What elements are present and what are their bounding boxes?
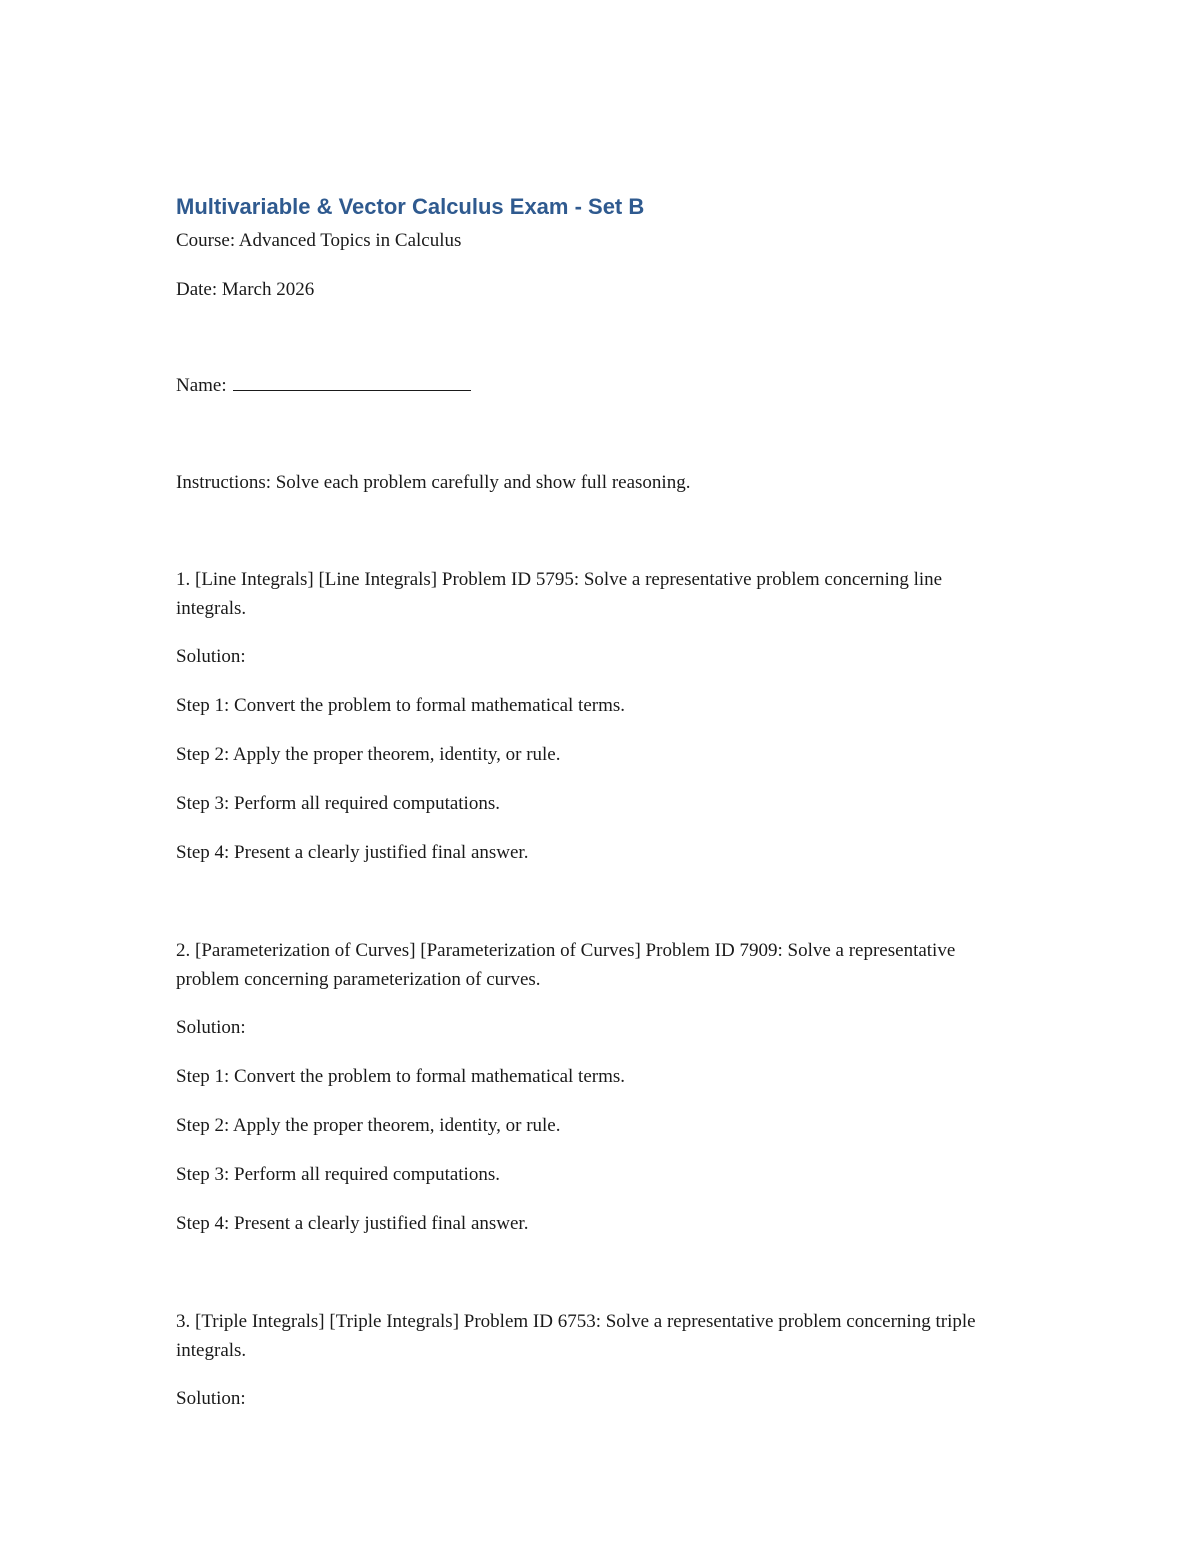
- name-label: Name:: [176, 375, 227, 396]
- solution-label: Solution:: [176, 646, 246, 667]
- problem-2: [176, 936, 996, 1238]
- exam-title: Multivariable & Vector Calculus Exam - Set B: [176, 194, 645, 219]
- name-row: [176, 371, 996, 400]
- solution-step: Step 4: Present a clearly justified final answer.: [176, 1213, 529, 1234]
- course-line: Course: Advanced Topics in Calculus: [176, 230, 462, 251]
- name-blank-line: [233, 372, 471, 391]
- instructions: Instructions: Solve each problem carefully and show full reasoning.: [176, 472, 691, 493]
- problem-3: [176, 1307, 996, 1413]
- solution-label: Solution:: [176, 1388, 246, 1409]
- solution-step: Step 1: Convert the problem to formal mathematical terms.: [176, 695, 626, 716]
- problem-question: 1. [Line Integrals] [Line Integrals] Problem ID 5795: Solve a representative problem concerning line integrals.: [176, 569, 943, 619]
- solution-label: Solution:: [176, 1017, 246, 1038]
- document-body: [176, 190, 996, 1413]
- problem-question: 3. [Triple Integrals] [Triple Integrals] Problem ID 6753: Solve a representative problem concerning triple integrals.: [176, 1311, 976, 1361]
- problem-question: 2. [Parameterization of Curves] [Parameterization of Curves] Problem ID 7909: Solve a representative problem concerning parameterization of curves.: [176, 940, 956, 990]
- solution-step: Step 2: Apply the proper theorem, identity, or rule.: [176, 744, 561, 765]
- solution-step: Step 3: Perform all required computations.: [176, 1164, 500, 1185]
- solution-step: Step 3: Perform all required computations.: [176, 793, 500, 814]
- solution-step: Step 4: Present a clearly justified final answer.: [176, 842, 529, 863]
- date-line: Date: March 2026: [176, 279, 315, 300]
- problem-1: [176, 565, 996, 867]
- solution-step: Step 2: Apply the proper theorem, identity, or rule.: [176, 1115, 561, 1136]
- solution-step: Step 1: Convert the problem to formal mathematical terms.: [176, 1066, 626, 1087]
